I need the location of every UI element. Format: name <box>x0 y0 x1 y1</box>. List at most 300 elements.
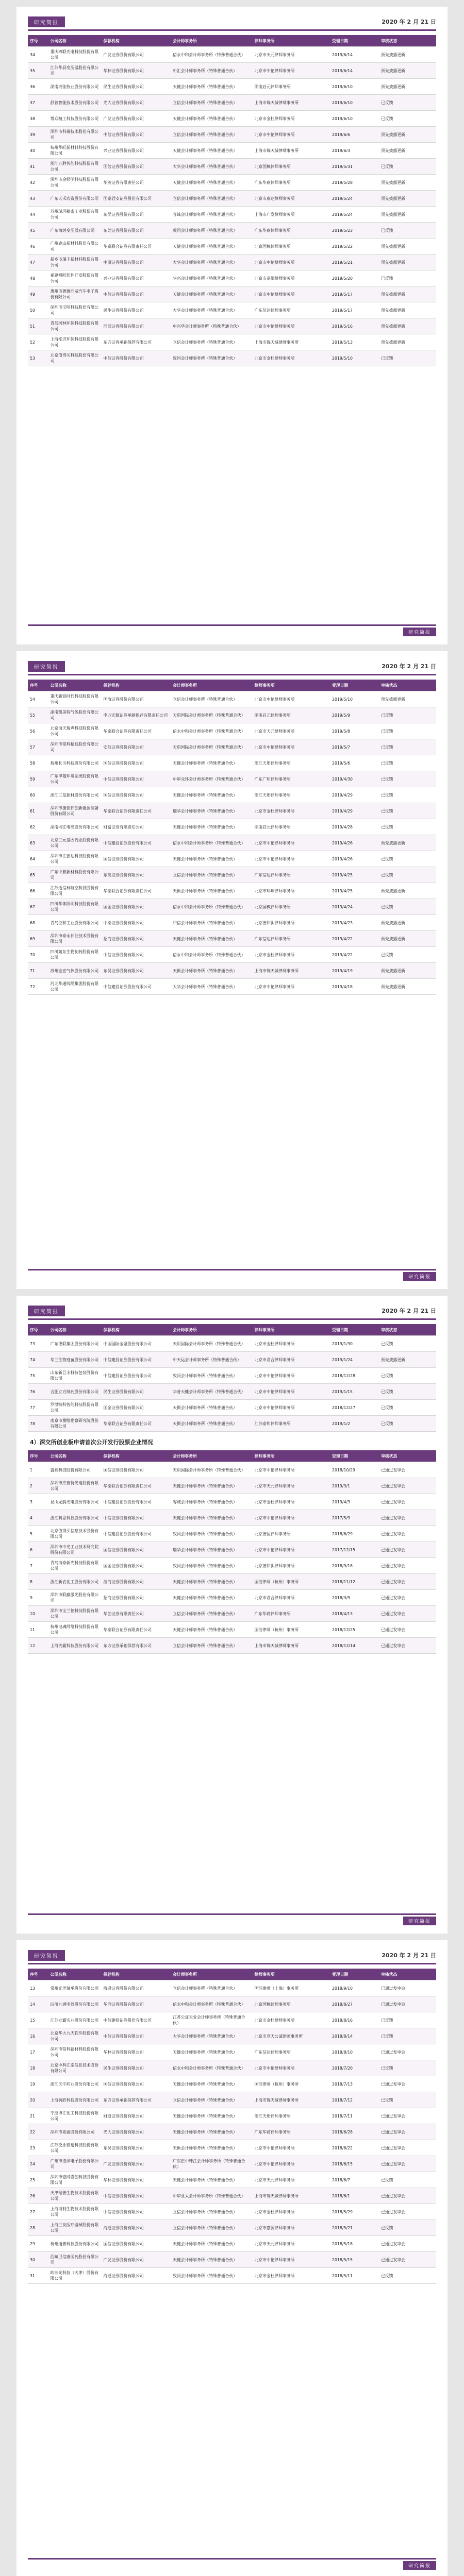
table-cell: 东吴证券股份有限公司 <box>102 207 171 223</box>
table-cell: 广东中旗新材料股份有限公司 <box>48 867 102 883</box>
table-cell: 42 <box>28 175 48 191</box>
table-header-row <box>28 35 436 47</box>
table-cell: 北京市中伦律师事务所 <box>253 2156 330 2172</box>
table-row <box>28 2092 436 2108</box>
table-cell: 已反馈 <box>379 2172 436 2188</box>
table-header-row <box>28 1969 436 1980</box>
table-cell: 中信证券股份有限公司 <box>102 127 171 143</box>
table-row <box>28 2060 436 2076</box>
table-cell: 2 <box>28 1478 48 1494</box>
table-cell: 2019/1/24 <box>330 1352 379 1368</box>
table-cell: 舒普智能技术股份有限公司 <box>48 95 102 111</box>
table-cell: 深圳市铭科精技股份有限公司 <box>48 739 102 755</box>
table-cell: 和信会计师事务所（特殊普通合伙） <box>171 915 252 931</box>
table-cell: 浙商证券股份有限公司 <box>102 1574 171 1590</box>
table-row <box>28 2124 436 2140</box>
table-cell: 2019/1/30 <box>330 1336 379 1352</box>
data-table <box>28 1969 436 2284</box>
table-cell: 信永中和会计师事务所（特殊普通合伙） <box>171 899 252 915</box>
table-cell: 大华会计师事务所（特殊普通合伙） <box>171 255 252 270</box>
table-cell: 26 <box>28 2188 48 2204</box>
table-cell: 已反馈 <box>379 707 436 723</box>
table-cell: 2019/5/31 <box>330 159 379 175</box>
table-cell: 2018/6/22 <box>330 2140 379 2156</box>
table-cell: 2019/6/6 <box>330 127 379 143</box>
table-cell: 国信证券股份有限公司 <box>102 2076 171 2092</box>
table-cell: 东方证券承销保荐有限公司 <box>102 334 171 350</box>
column-header: 公司名称 <box>48 680 102 691</box>
table-cell: 已反馈 <box>379 223 436 239</box>
table-cell: 46 <box>28 239 48 255</box>
table-row <box>28 915 436 931</box>
report-page <box>16 7 448 645</box>
table-cell: 北京国枫律师事务所 <box>253 159 330 175</box>
table-row <box>28 979 436 995</box>
table-cell: 25 <box>28 2172 48 2188</box>
table-cell: 湖南湘江电缆股份有限公司 <box>48 819 102 835</box>
table-cell: 已通过发审会 <box>379 2076 436 2092</box>
table-cell: 中信建投证券股份有限公司 <box>102 1368 171 1384</box>
table-cell: 已反馈 <box>379 947 436 963</box>
table-cell: 北京市金杜律师事务所 <box>253 2268 330 2284</box>
table-cell: 深圳市兆驰股份有限公司 <box>48 2124 102 2140</box>
table-cell: 2019/5/28 <box>330 175 379 191</box>
table-row <box>28 2156 436 2172</box>
table-cell: 已通过发审会 <box>379 2044 436 2060</box>
table-cell: 已反馈 <box>379 350 436 366</box>
table-cell: 2019/4/22 <box>330 931 379 947</box>
table-cell: 2019/4/28 <box>330 819 379 835</box>
table-row <box>28 867 436 883</box>
table-cell: 已反馈 <box>379 2220 436 2236</box>
document <box>0 7 464 2576</box>
column-header: 受理日期 <box>330 1450 379 1462</box>
table-row <box>28 95 436 111</box>
table-cell: 10 <box>28 1606 48 1622</box>
table-cell: 南京市测绘勘察研究院股份有限公司 <box>48 1416 102 1432</box>
table-cell: 广东广和律师事务所 <box>253 771 330 787</box>
table-cell: 2018/12/27 <box>330 1400 379 1416</box>
table-row <box>28 1574 436 1590</box>
table-cell: 北京市天元律师事务所 <box>253 2172 330 2188</box>
table-cell: 50 <box>28 302 48 318</box>
table-cell: 北京市环球律师事务所 <box>253 883 330 899</box>
table-cell: 53 <box>28 350 48 366</box>
table-cell: 51 <box>28 318 48 334</box>
table-cell: 天健会计师事务所（特殊普通合伙） <box>171 819 252 835</box>
table-cell: 28 <box>28 2220 48 2236</box>
table-cell: 天衡会计师事务所（特殊普通合伙） <box>171 883 252 899</box>
table-cell: 容诚会计师事务所（特殊普通合伙） <box>171 207 252 223</box>
footer-badge: 研究简报 <box>403 1917 436 1925</box>
table-cell: 预先披露更新 <box>379 191 436 207</box>
table-cell: 2018/6/1 <box>330 2188 379 2204</box>
table-cell: 73 <box>28 1336 48 1352</box>
table-row <box>28 191 436 207</box>
table-cell: 中信证券股份有限公司 <box>102 350 171 366</box>
table-cell: 致同会计师事务所（特殊普通合伙） <box>171 223 252 239</box>
table-cell: 已反馈 <box>379 755 436 771</box>
table-cell: 立信会计师事务所（特殊普通合伙） <box>171 191 252 207</box>
table-cell: 2019/5/17 <box>330 302 379 318</box>
table-cell: 44 <box>28 207 48 223</box>
table-row <box>28 1384 436 1400</box>
table-cell: 2018/12/25 <box>330 1622 379 1638</box>
table-row <box>28 127 436 143</box>
table-cell: 54 <box>28 691 48 707</box>
table-cell: 已反馈 <box>379 2028 436 2044</box>
table-cell: 安信证券股份有限公司 <box>102 739 171 755</box>
table-cell: 62 <box>28 819 48 835</box>
table-cell: 北京市中伦律师事务所 <box>253 318 330 334</box>
table-cell: 上海市锦天城律师事务所 <box>253 143 330 159</box>
table-cell: 北京市金杜律师事务所 <box>253 2204 330 2220</box>
column-header: 审核状态 <box>379 1450 436 1462</box>
column-header: 受理日期 <box>330 35 379 47</box>
table-cell: 国海证券股份有限公司 <box>102 691 171 707</box>
table-row <box>28 1352 436 1368</box>
table-cell: 立信会计师事务所（特殊普通合伙） <box>171 691 252 707</box>
table-cell: 预先披露更新 <box>379 207 436 223</box>
table-cell: 49 <box>28 286 48 302</box>
table-cell: 上海洗霸科技股份有限公司 <box>48 1638 102 1654</box>
table-cell: 77 <box>28 1400 48 1416</box>
table-cell: 2018/10/29 <box>330 1462 379 1478</box>
table-cell: 深圳市金照明科技股份有限公司 <box>48 175 102 191</box>
table-cell: 广东信达律师事务所 <box>253 867 330 883</box>
table-cell: 广东信达律师事务所 <box>253 302 330 318</box>
table-cell: 已反馈 <box>379 1384 436 1400</box>
table-cell: 上海市锦天城律师事务所 <box>253 1638 330 1654</box>
table-row <box>28 947 436 963</box>
table-cell: 信永中和会计师事务所（特殊普通合伙） <box>171 723 252 739</box>
page-header <box>28 1304 436 1320</box>
table-row <box>28 1526 436 1542</box>
table-cell: 立信会计师事务所（特殊普通合伙） <box>171 1980 252 1996</box>
table-row <box>28 302 436 318</box>
table-row <box>28 2108 436 2124</box>
table-cell: 2019/4/24 <box>330 899 379 915</box>
table-cell: 江苏公证天业会计师事务所（特殊普通合伙） <box>171 2012 252 2028</box>
column-header: 会计师事务所 <box>171 1324 252 1336</box>
table-cell: 已反馈 <box>379 159 436 175</box>
table-cell: 1 <box>28 1462 48 1478</box>
table-cell: 70 <box>28 947 48 963</box>
table-cell: 中信证券股份有限公司 <box>102 1510 171 1526</box>
table-cell: 上海市锦天城律师事务所 <box>253 95 330 111</box>
table-cell: 已反馈 <box>379 723 436 739</box>
table-cell: 2018/12/14 <box>330 1638 379 1654</box>
table-cell: 民生证券股份有限公司 <box>102 79 171 95</box>
column-header: 律师事务所 <box>253 35 330 47</box>
table-cell: 国浩律师（上海）事务所 <box>253 1980 330 1996</box>
table-cell: 北京市中伦律师事务所 <box>253 1510 330 1526</box>
table-cell: 已通过发审会 <box>379 1526 436 1542</box>
table-cell: 北京国枫律师事务所 <box>253 1996 330 2012</box>
table-row <box>28 835 436 851</box>
table-cell: 2019/4/30 <box>330 771 379 787</box>
table-cell: 2018/8/16 <box>330 2012 379 2028</box>
table-cell: 申万宏源证券承销保荐有限责任公司 <box>102 707 171 723</box>
table-cell: 北京市中伦律师事务所 <box>253 1400 330 1416</box>
footer-badge: 研究简报 <box>403 628 436 636</box>
table-cell: 北京市金杜律师事务所 <box>253 350 330 366</box>
table-cell: 天健会计师事务所（特殊普通合伙） <box>171 2172 252 2188</box>
table-cell: 北京值得买科技股份有限公司 <box>48 350 102 366</box>
table-cell: 信永中和会计师事务所（特殊普通合伙） <box>171 47 252 63</box>
table-header-row <box>28 680 436 691</box>
table-cell: 广发证券股份有限公司 <box>102 111 171 127</box>
data-table <box>28 680 436 995</box>
table-cell: 杭州电魂网络科技股份有限公司 <box>48 1622 102 1638</box>
table-cell: 天健会计师事务所（特殊普通合伙） <box>171 787 252 803</box>
table-row <box>28 819 436 835</box>
table-cell: 江苏立霸实业股份有限公司 <box>48 2012 102 2028</box>
table-cell: 2019/4/26 <box>330 835 379 851</box>
page-footer <box>28 2558 436 2570</box>
table-cell: 2019/5/17 <box>330 286 379 302</box>
table-row <box>28 159 436 175</box>
table-cell: 天职国际会计师事务所（特殊普通合伙） <box>171 1336 252 1352</box>
table-cell: 北京市康达律师事务所 <box>253 191 330 207</box>
column-header: 保荐机构 <box>102 35 171 47</box>
table-header-row <box>28 1324 436 1336</box>
table-cell: 北京市中伦律师事务所 <box>253 127 330 143</box>
table-cell: 信永中和会计师事务所（特殊普通合伙） <box>171 947 252 963</box>
table-cell: 中汇会计师事务所（特殊普通合伙） <box>171 63 252 79</box>
table-cell: 中信证券股份有限公司 <box>102 286 171 302</box>
table-cell: 2018/8/10 <box>330 2044 379 2060</box>
table-cell: 光大证券股份有限公司 <box>102 2124 171 2140</box>
table-cell: 国浩律师（杭州）事务所 <box>253 1622 330 1638</box>
table-cell: 上海润欣科技股份有限公司 <box>48 2092 102 2108</box>
table-cell: 2018/6/28 <box>330 2124 379 2140</box>
table-cell: 2018/5/15 <box>330 2252 379 2268</box>
table-cell: 立信会计师事务所（特殊普通合伙） <box>171 334 252 350</box>
table-row <box>28 1542 436 1558</box>
table-row <box>28 963 436 979</box>
page-header <box>28 659 436 675</box>
table-cell: 已反馈 <box>379 867 436 883</box>
table-cell: 11 <box>28 1622 48 1638</box>
table-cell: 北京市中伦律师事务所 <box>253 979 330 995</box>
table-cell: 深圳市宝明科技股份有限公司 <box>48 302 102 318</box>
table-cell: 中信建投证券股份有限公司 <box>102 1526 171 1542</box>
table-cell: 北京市中伦律师事务所 <box>253 286 330 302</box>
table-cell: 2019/4/3 <box>330 1494 379 1510</box>
table-cell: 已反馈 <box>379 899 436 915</box>
table-cell: 中信建投证券股份有限公司 <box>102 835 171 851</box>
table-row <box>28 63 436 79</box>
table-cell: 2019/4/26 <box>330 851 379 867</box>
table-cell: 2017/12/15 <box>330 1542 379 1558</box>
table-cell: 天健会计师事务所（特殊普通合伙） <box>171 2252 252 2268</box>
column-header: 保荐机构 <box>102 1450 171 1462</box>
table-cell: 天职国际会计师事务所（特殊普通合伙） <box>171 707 252 723</box>
table-cell: 已反馈 <box>379 1368 436 1384</box>
table-cell: 48 <box>28 270 48 286</box>
column-header: 保荐机构 <box>102 680 171 691</box>
table-cell: 2019/5/20 <box>330 270 379 286</box>
table-cell: 43 <box>28 191 48 207</box>
table-cell: 天健会计师事务所（特殊普通合伙） <box>171 1622 252 1638</box>
table-cell: 北京市中伦律师事务所 <box>253 1462 330 1478</box>
table-cell: 2019/6/10 <box>330 111 379 127</box>
table-cell: 立信会计师事务所（特殊普通合伙） <box>171 2220 252 2236</box>
table-cell: 55 <box>28 707 48 723</box>
column-header: 公司名称 <box>48 35 102 47</box>
table-cell: 浙江三星新材股份有限公司 <box>48 787 102 803</box>
table-cell: 湖南凯美特气体股份有限公司 <box>48 707 102 723</box>
table-cell: 27 <box>28 2204 48 2220</box>
table-cell: 天健会计师事务所（特殊普通合伙） <box>171 755 252 771</box>
table-cell: 北京市中伦律师事务所 <box>253 1368 330 1384</box>
table-cell: 2019/4/25 <box>330 883 379 899</box>
table-cell: 74 <box>28 1352 48 1368</box>
table-row <box>28 2172 436 2188</box>
table-cell: 天健会计师事务所（特殊普通合伙） <box>171 2236 252 2252</box>
column-header: 会计师事务所 <box>171 1969 252 1980</box>
table-row <box>28 334 436 350</box>
table-cell: 北京市嘉源律师事务所 <box>253 2220 330 2236</box>
table-row <box>28 1400 436 1416</box>
table-cell: 2019/5/22 <box>330 239 379 255</box>
table-cell: 国信证券股份有限公司 <box>102 1542 171 1558</box>
table-row <box>28 1462 436 1478</box>
table-row <box>28 1416 436 1432</box>
table-cell: 61 <box>28 803 48 819</box>
table-cell: 2019/5/24 <box>330 191 379 207</box>
table-cell: 深圳市宝兰德科技股份有限公司 <box>48 1606 102 1622</box>
table-cell: 四川九洲电器股份有限公司 <box>48 1996 102 2012</box>
table-cell: 2019/6/3 <box>330 143 379 159</box>
table-cell: 上海泓济环保科技股份有限公司 <box>48 334 102 350</box>
table-row <box>28 851 436 867</box>
table-cell: 瑞华会计师事务所（特殊普通合伙） <box>171 1542 252 1558</box>
table-row <box>28 755 436 771</box>
column-header: 律师事务所 <box>253 680 330 691</box>
table-cell: 国信证券股份有限公司 <box>102 851 171 867</box>
report-page <box>16 1940 448 2576</box>
table-row <box>28 2028 436 2044</box>
table-cell: 信永中和会计师事务所（特殊普通合伙） <box>171 2060 252 2076</box>
table-cell: 青岛海泰新光科技股份有限公司 <box>48 1558 102 1574</box>
table-cell: 已反馈 <box>379 95 436 111</box>
table-row <box>28 2188 436 2204</box>
table-cell: 大华会计师事务所（特殊普通合伙） <box>171 302 252 318</box>
table-cell: 北京市中伦律师事务所 <box>253 2140 330 2156</box>
table-cell: 已通过发审会 <box>379 2156 436 2172</box>
table-cell: 预先披露更新 <box>379 255 436 270</box>
column-header: 律师事务所 <box>253 1969 330 1980</box>
table-cell: 浙江天册律师事务所 <box>253 787 330 803</box>
table-cell: 已通过发审会 <box>379 1478 436 1494</box>
table-cell: 江苏泛亚微透科技股份有限公司 <box>48 2140 102 2156</box>
table-cell: 天健会计师事务所（特殊普通合伙） <box>171 931 252 947</box>
table-row <box>28 1368 436 1384</box>
table-row <box>28 2252 436 2268</box>
table-cell: 72 <box>28 979 48 995</box>
table-cell: 四川华体照明科技股份有限公司 <box>48 899 102 915</box>
table-cell: 已反馈 <box>379 2060 436 2076</box>
table-row <box>28 318 436 334</box>
table-cell: 天健会计师事务所（特殊普通合伙） <box>171 286 252 302</box>
table-cell: 6 <box>28 1542 48 1558</box>
table-cell: 大华会计师事务所（特殊普通合伙） <box>171 2028 252 2044</box>
table-cell: 2019/1/15 <box>330 1384 379 1400</box>
report-badge: 研究简报 <box>28 16 65 27</box>
table-cell: 2018/7/20 <box>330 2060 379 2076</box>
table-cell: 致同会计师事务所（特殊普通合伙） <box>171 350 252 366</box>
table-cell: 华泰联合证券有限责任公司 <box>102 723 171 739</box>
table-row <box>28 223 436 239</box>
table-cell: 北京市中伦律师事务所 <box>253 2252 330 2268</box>
table-cell: 深圳市泰永长征技术股份有限公司 <box>48 931 102 947</box>
table-cell: 2018/9/18 <box>330 1558 379 1574</box>
table-cell: 上海市锦天城律师事务所 <box>253 2188 330 2204</box>
table-cell: 预先披露更新 <box>379 979 436 995</box>
footer-badge: 研究简报 <box>403 2561 436 2570</box>
table-cell: 广发证券股份有限公司 <box>102 47 171 63</box>
table-cell: 立信会计师事务所（特殊普通合伙） <box>171 867 252 883</box>
report-date: 2020 年 2 月 21 日 <box>382 1952 436 1959</box>
table-cell: 预先披露更新 <box>379 239 436 255</box>
table-cell: 已通过发审会 <box>379 1996 436 2012</box>
table-row <box>28 1622 436 1638</box>
footer-badge: 研究简报 <box>403 1272 436 1281</box>
table-cell: 招商证券股份有限公司 <box>102 1590 171 1606</box>
table-cell: 北京市中伦律师事务所 <box>253 63 330 79</box>
table-cell: 北京市中伦律师事务所 <box>253 2060 330 2076</box>
table-row <box>28 2012 436 2028</box>
table-cell: 18 <box>28 2060 48 2076</box>
table-cell: 已反馈 <box>379 2012 436 2028</box>
table-cell: 57 <box>28 739 48 755</box>
table-cell: 中信证券股份有限公司 <box>102 2204 171 2220</box>
table-cell: 已通过发审会 <box>379 1574 436 1590</box>
table-cell: 58 <box>28 755 48 771</box>
table-cell: 2019/5/9 <box>330 707 379 723</box>
table-row <box>28 255 436 270</box>
table-cell: 北京市金杜律师事务所 <box>253 803 330 819</box>
table-cell: 浙江科思科技股份有限公司 <box>48 1510 102 1526</box>
table-cell: 致同会计师事务所（特殊普通合伙） <box>171 2268 252 2284</box>
table-cell: 已通过发审会 <box>379 2140 436 2156</box>
table-cell: 2018/5/29 <box>330 2204 379 2220</box>
table-cell: 2018/6/7 <box>330 2172 379 2188</box>
table-cell: 78 <box>28 1416 48 1432</box>
table-cell: 浙江天册律师事务所 <box>253 2108 330 2124</box>
table-cell: 已通过发审会 <box>379 2236 436 2252</box>
table-cell: 34 <box>28 47 48 63</box>
table-cell: 浙江新农化工股份有限公司 <box>48 1574 102 1590</box>
table-row <box>28 2220 436 2236</box>
table-cell: 天健会计师事务所（特殊普通合伙） <box>171 239 252 255</box>
report-date: 2020 年 2 月 21 日 <box>382 663 436 670</box>
table-cell: 2019/5/24 <box>330 207 379 223</box>
table-cell: 东莞证券股份有限公司 <box>102 867 171 883</box>
column-header: 受理日期 <box>330 1324 379 1336</box>
column-header: 审核状态 <box>379 680 436 691</box>
column-header: 序号 <box>28 1969 48 1980</box>
table-cell: 深圳市中光工业技术研究院股份有限公司 <box>48 1542 102 1558</box>
table-cell: 2018/9/10 <box>330 1980 379 1996</box>
table-cell: 天健会计师事务所（特殊普通合伙） <box>171 79 252 95</box>
table-cell: 深圳市壹网壹创科技股份有限公司 <box>48 2172 102 2188</box>
table-cell: 2019/6/10 <box>330 95 379 111</box>
column-header: 会计师事务所 <box>171 680 252 691</box>
table-cell: 西部证券股份有限公司 <box>102 318 171 334</box>
